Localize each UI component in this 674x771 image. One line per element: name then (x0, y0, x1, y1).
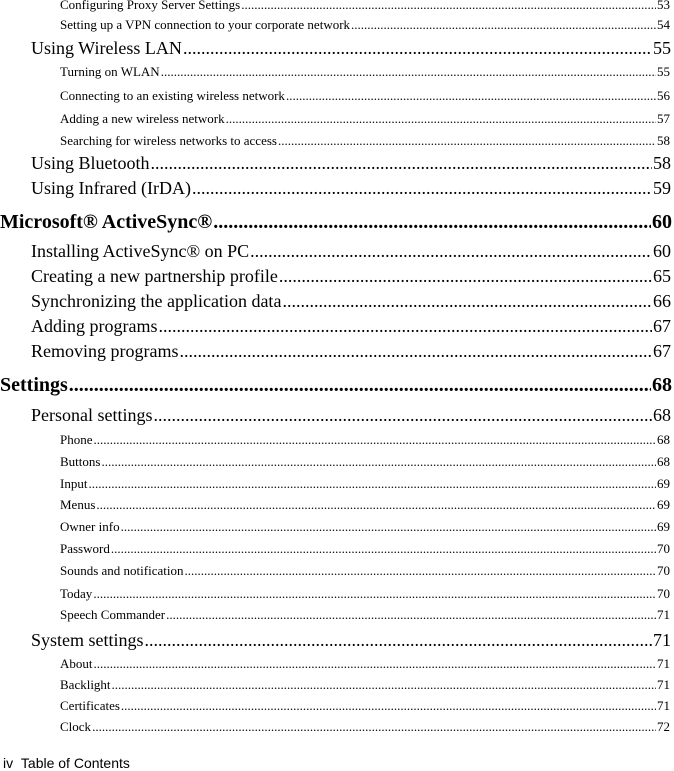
toc-entry-title: Speech Commander (60, 607, 166, 622)
toc-entry-page-number: 71 (653, 630, 671, 650)
toc-entry-level-3[interactable] (60, 0, 670, 15)
toc-entry-level-3[interactable] (60, 432, 670, 450)
dot-leader (94, 432, 657, 448)
dot-leader (226, 111, 656, 127)
toc-entry-title: Removing programs (31, 341, 179, 361)
toc-entry-level-3[interactable] (60, 497, 670, 515)
toc-entry-page-number: 55 (653, 38, 671, 58)
toc-entry-page-number: 70 (657, 586, 670, 601)
toc-entry-page-number: 55 (657, 64, 670, 79)
toc-entry-level-3[interactable] (60, 541, 670, 559)
dot-leader (93, 586, 656, 602)
toc-entry-page-number: 67 (653, 341, 671, 361)
dot-leader (351, 17, 656, 33)
dot-leader (121, 698, 656, 714)
dot-leader (183, 38, 652, 59)
toc-entry-level-3[interactable] (60, 454, 670, 472)
toc-entry-title: Turning on WLAN (60, 64, 160, 79)
toc-entry-title: Input (60, 476, 88, 491)
dot-leader (111, 541, 656, 557)
toc-entry-title: About (60, 656, 93, 671)
toc-entry-page-number: 60 (652, 211, 672, 233)
toc-entry-title: Installing ActiveSync® on PC (31, 241, 250, 261)
dot-leader (94, 656, 657, 672)
toc-entry-page-number: 68 (657, 454, 670, 469)
toc-entry-title: Settings (0, 374, 68, 396)
toc-entry-title: Owner info (60, 519, 120, 534)
toc-entry-title: Menus (60, 497, 96, 512)
toc-entry-page-number: 57 (657, 111, 670, 126)
toc-entry-page-number: 68 (652, 374, 672, 396)
toc-entry-title: Clock (60, 719, 92, 734)
toc-entry-level-2[interactable] (31, 153, 671, 177)
toc-entry-level-3[interactable] (60, 519, 670, 537)
dot-leader (213, 211, 651, 234)
footer-page-number: iv (3, 755, 14, 771)
dot-leader (250, 241, 652, 262)
toc-entry-title: Configuring Proxy Server Settings (60, 0, 241, 12)
dot-leader (241, 0, 656, 13)
toc-entry-title: Personal settings (31, 405, 153, 425)
dot-leader (69, 374, 651, 397)
dot-leader (192, 178, 652, 199)
toc-entry-page-number: 60 (653, 241, 671, 261)
toc-entry-level-2[interactable] (31, 266, 671, 290)
toc-entry-page-number: 59 (653, 178, 671, 198)
dot-leader (154, 405, 653, 426)
dot-leader (121, 519, 656, 535)
toc-entry-title: Creating a new partnership profile (31, 266, 278, 286)
toc-entry-page-number: 71 (657, 698, 670, 713)
toc-entry-title: Phone (60, 432, 93, 447)
toc-entry-page-number: 67 (653, 316, 671, 336)
toc-entry-level-3[interactable] (60, 476, 670, 494)
toc-entry-level-3[interactable] (60, 17, 670, 35)
toc-entry-title: Using Bluetooth (31, 153, 150, 173)
dot-leader (88, 476, 656, 492)
toc-entry-level-1[interactable] (0, 374, 672, 400)
toc-entry-level-3[interactable] (60, 563, 670, 581)
toc-entry-level-2[interactable] (31, 405, 671, 429)
toc-entry-title: Password (60, 541, 110, 556)
toc-entry-page-number: 71 (657, 656, 670, 671)
dot-leader (278, 133, 656, 149)
dot-leader (179, 341, 652, 362)
toc-entry-page-number: 65 (653, 266, 671, 286)
toc-entry-level-2[interactable] (31, 38, 671, 62)
toc-entry-page-number: 58 (653, 153, 671, 173)
dot-leader (112, 677, 656, 693)
toc-entry-title: Setting up a VPN connection to your corporate network (60, 17, 351, 32)
toc-entry-title: Using Wireless LAN (31, 38, 182, 58)
footer-section-title: Table of Contents (20, 755, 130, 771)
toc-entry-level-3[interactable] (60, 607, 670, 625)
toc-entry-level-3[interactable] (60, 111, 670, 129)
toc-entry-level-2[interactable] (31, 291, 671, 315)
toc-entry-title: System settings (31, 630, 144, 650)
toc-entry-page-number: 70 (657, 563, 670, 578)
toc-entry-title: Sounds and notification (60, 563, 184, 578)
toc-entry-page-number: 68 (657, 432, 670, 447)
toc-entry-level-3[interactable] (60, 719, 670, 737)
dot-leader (279, 266, 652, 287)
toc-entry-level-2[interactable] (31, 241, 671, 265)
toc-entry-title: Buttons (60, 454, 101, 469)
toc-entry-title: Using Infrared (IrDA) (31, 178, 191, 198)
toc-entry-level-3[interactable] (60, 677, 670, 695)
dot-leader (151, 153, 652, 174)
toc-entry-page-number: 66 (653, 291, 671, 311)
toc-entry-page-number: 71 (657, 607, 670, 622)
dot-leader (96, 497, 656, 513)
toc-entry-level-3[interactable] (60, 64, 670, 82)
toc-entry-page-number: 68 (653, 405, 671, 425)
toc-entry-title: Connecting to an existing wireless network (60, 88, 285, 103)
dot-leader (185, 563, 657, 579)
toc-entry-page-number: 69 (657, 497, 670, 512)
toc-entry-page-number: 71 (657, 677, 670, 692)
toc-entry-page-number: 69 (657, 519, 670, 534)
toc-entry-title: Today (60, 586, 93, 601)
toc-entry-level-2[interactable] (31, 341, 671, 365)
toc-entry-level-3[interactable] (60, 586, 670, 604)
toc-entry-page-number: 70 (657, 541, 670, 556)
dot-leader (101, 454, 656, 470)
toc-entry-page-number: 58 (657, 133, 670, 148)
toc-entry-level-1[interactable] (0, 211, 672, 237)
toc-entry-level-2[interactable] (31, 630, 671, 654)
dot-leader (166, 607, 656, 623)
dot-leader (145, 630, 652, 651)
dot-leader (92, 719, 656, 735)
toc-entry-page-number: 53 (657, 0, 670, 12)
toc-entry-page-number: 54 (657, 17, 670, 32)
toc-entry-title: Synchronizing the application data (31, 291, 282, 311)
dot-leader (286, 88, 656, 104)
toc-entry-title: Adding programs (31, 316, 158, 336)
toc-entry-title: Backlight (60, 677, 111, 692)
toc-entry-title: Certificates (60, 698, 120, 713)
dot-leader (161, 64, 656, 80)
page-footer (3, 755, 130, 771)
toc-entry-level-3[interactable] (60, 698, 670, 716)
toc-entry-page-number: 69 (657, 476, 670, 491)
dot-leader (158, 316, 652, 337)
dot-leader (282, 291, 652, 312)
toc-entry-page-number: 56 (657, 88, 670, 103)
toc-entry-title: Searching for wireless networks to access (60, 133, 277, 148)
toc-entry-page-number: 72 (657, 719, 670, 734)
toc-entry-level-3[interactable] (60, 133, 670, 151)
toc-entry-title: Adding a new wireless network (60, 111, 225, 126)
toc-entry-level-3[interactable] (60, 88, 670, 106)
toc-entry-level-2[interactable] (31, 316, 671, 340)
toc-entry-title: Microsoft® ActiveSync® (0, 211, 213, 233)
toc-entry-level-2[interactable] (31, 178, 671, 202)
toc-entry-level-3[interactable] (60, 656, 670, 674)
